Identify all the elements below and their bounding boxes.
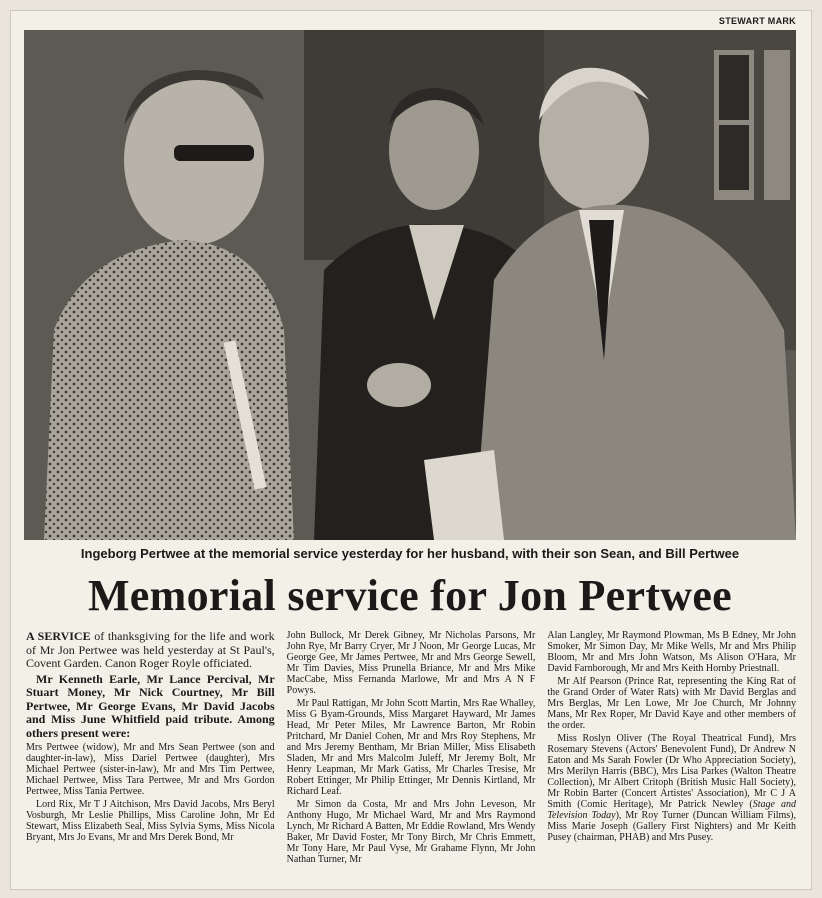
photo-illustration xyxy=(24,30,796,540)
water-rats-paragraph: Mr Alf Pearson (Prince Rat, representing the King Rat of the Grand Order of Water Rats) with Mr David Berglas and Mrs Berglas, Mr Len Lowe, Mr Joe Church, Mr Johnny Mans, Mr Rex Roper, Mr David Kaye and other members of the order. xyxy=(547,676,797,731)
guests-paragraph-1: Lord Rix, Mr T J Aitchison, Mrs David Jacobs, Mrs Beryl Vosburgh, Mr Leslie Phillips, Miss Caroline John, Mr Ed Stewart, Miss Elizabeth Seal, Miss Sylvia Syms, Miss Nicola Bryant, Mrs Jo Evans, Mr and Mrs Derek Bond, Mr xyxy=(26,799,275,843)
guests-paragraph-4: Mr Simon da Costa, Mr and Mrs John Leveson, Mr Anthony Hugo, Mr Michael Ward, Mr and Mrs Raymond Lynch, Mr Richard A Batten, Mr Eddie Rowland, Mrs Wendy Baker, Mr David Foster, Mr Tony Birch, Mr Chris Emmett, Mr Tony Hare, Mr Paul Vyse, Mr Grahame Flynn, Mr John Nathan Turner, Mr xyxy=(286,799,536,865)
newspaper-clipping xyxy=(10,10,812,890)
article-column-3 xyxy=(547,630,796,886)
headline: Memorial service for Jon Pertwee xyxy=(87,571,733,620)
article-body xyxy=(26,630,796,886)
article-column-1 xyxy=(26,630,275,886)
news-photo xyxy=(24,30,796,540)
tributes-paragraph: Mr Kenneth Earle, Mr Lance Percival, Mr Stuart Money, Mr Nick Courtney, Mr Bill Pertwee, Mr George Evans, Mr David Jacobs and Miss June Whitfield paid tribute. Among others present were: xyxy=(26,671,275,740)
lead-cap: A SERVICE xyxy=(26,629,91,643)
organisations-paragraph xyxy=(547,733,796,843)
publication-title: Stage and Television Today xyxy=(547,799,797,821)
lead-text: of thanksgiving for the life and work of Mr Jon Pertwee was held yesterday at St Paul's, Covent Garden. Canon Roger Royle officiated. xyxy=(26,629,275,670)
organisations-text-b: ), Mr Roy Turner (Duncan William Films), Miss Marie Joseph (Gallery First Nighters) and Mr Keith Pusey (chairman, PHAB) and Mrs Pusey. xyxy=(547,810,797,843)
organisations-text-a: Miss Roslyn Oliver (The Royal Theatrical Fund), Mrs Rosemary Stevens (Actors' Benevolent Fund), Dr Andrew N Eaton and Ms Sarah Fowler (Dr Who Appreciation Society), Mrs Merilyn Harris (BBC), Mrs Lisa Parkes (Walton Theatre Collection), Mr Albert Critoph (British Music Hall Society), Mr Robin Barter (Concert Artistes' Association), Mr C J A Smith (Comic Heritage), Mr Patrick Newley ( xyxy=(547,733,797,810)
lead-paragraph xyxy=(26,630,275,671)
guests-paragraph-2: John Bullock, Mr Derek Gibney, Mr Nicholas Parsons, Mr John Rye, Mr Barry Cryer, Mr J Noon, Mr George Lucas, Mr George Gee, Mr James Pertwee, Mr and Mrs George Sewell, Mr Tim Davies, Miss Prunella Briance, Mr and Mrs Mike MacCabe, Miss Fernanda Marlowe, Mr and Mrs A N F Powys. xyxy=(286,630,536,696)
guests-paragraph-5: Alan Langley, Mr Raymond Plowman, Ms B Edney, Mr John Smoker, Mr Simon Day, Mr Mike Wells, Mr and Mrs Philip Bloom, Mr and Mrs John Watson, Ms Alison O'Hara, Mr David Farnborough, Mr and Mrs Keith Hornby Priestnall. xyxy=(547,630,797,674)
photo-credit: STEWART MARK xyxy=(718,16,796,26)
photo-caption: Ingeborg Pertwee at the memorial service yesterday for her husband, with their son Sean, and Bill Pertwee xyxy=(80,546,740,561)
article-column-2 xyxy=(287,630,536,886)
guests-paragraph-3: Mr Paul Rattigan, Mr John Scott Martin, Mrs Rae Whalley, Miss G Byam-Grounds, Miss Margaret Hayward, Mr James Head, Mr Peter Miles, Mr Lawrence Barton, Mr Robin Pritchard, Mr Daniel Cohen, Mr and Mrs Roy Stephens, Mr and Mrs Jeremy Bentham, Mr Brian Miller, Miss Elisabeth Sladen, Mr and Mrs Malcolm Juleff, Mr Jeremy Bolt, Mr Henry Leapman, Mr Mark Gatiss, Mr Charles Tresise, Mr Robert Ettinger, Mr Philip Ettinger, Mr Dennis Kirtland, Mr Richard Leaf. xyxy=(286,698,536,797)
family-paragraph: Mrs Pertwee (widow), Mr and Mrs Sean Pertwee (son and daughter-in-law), Miss Dariel Pertwee (daughter), Mrs Michael Pertwee (sister-in-law), Mr and Mrs Tim Pertwee, Michael Pertwee, Miss Tara Pertwee, Mr and Mrs Gordon Pertwee, Miss Tania Pertwee. xyxy=(26,742,275,797)
